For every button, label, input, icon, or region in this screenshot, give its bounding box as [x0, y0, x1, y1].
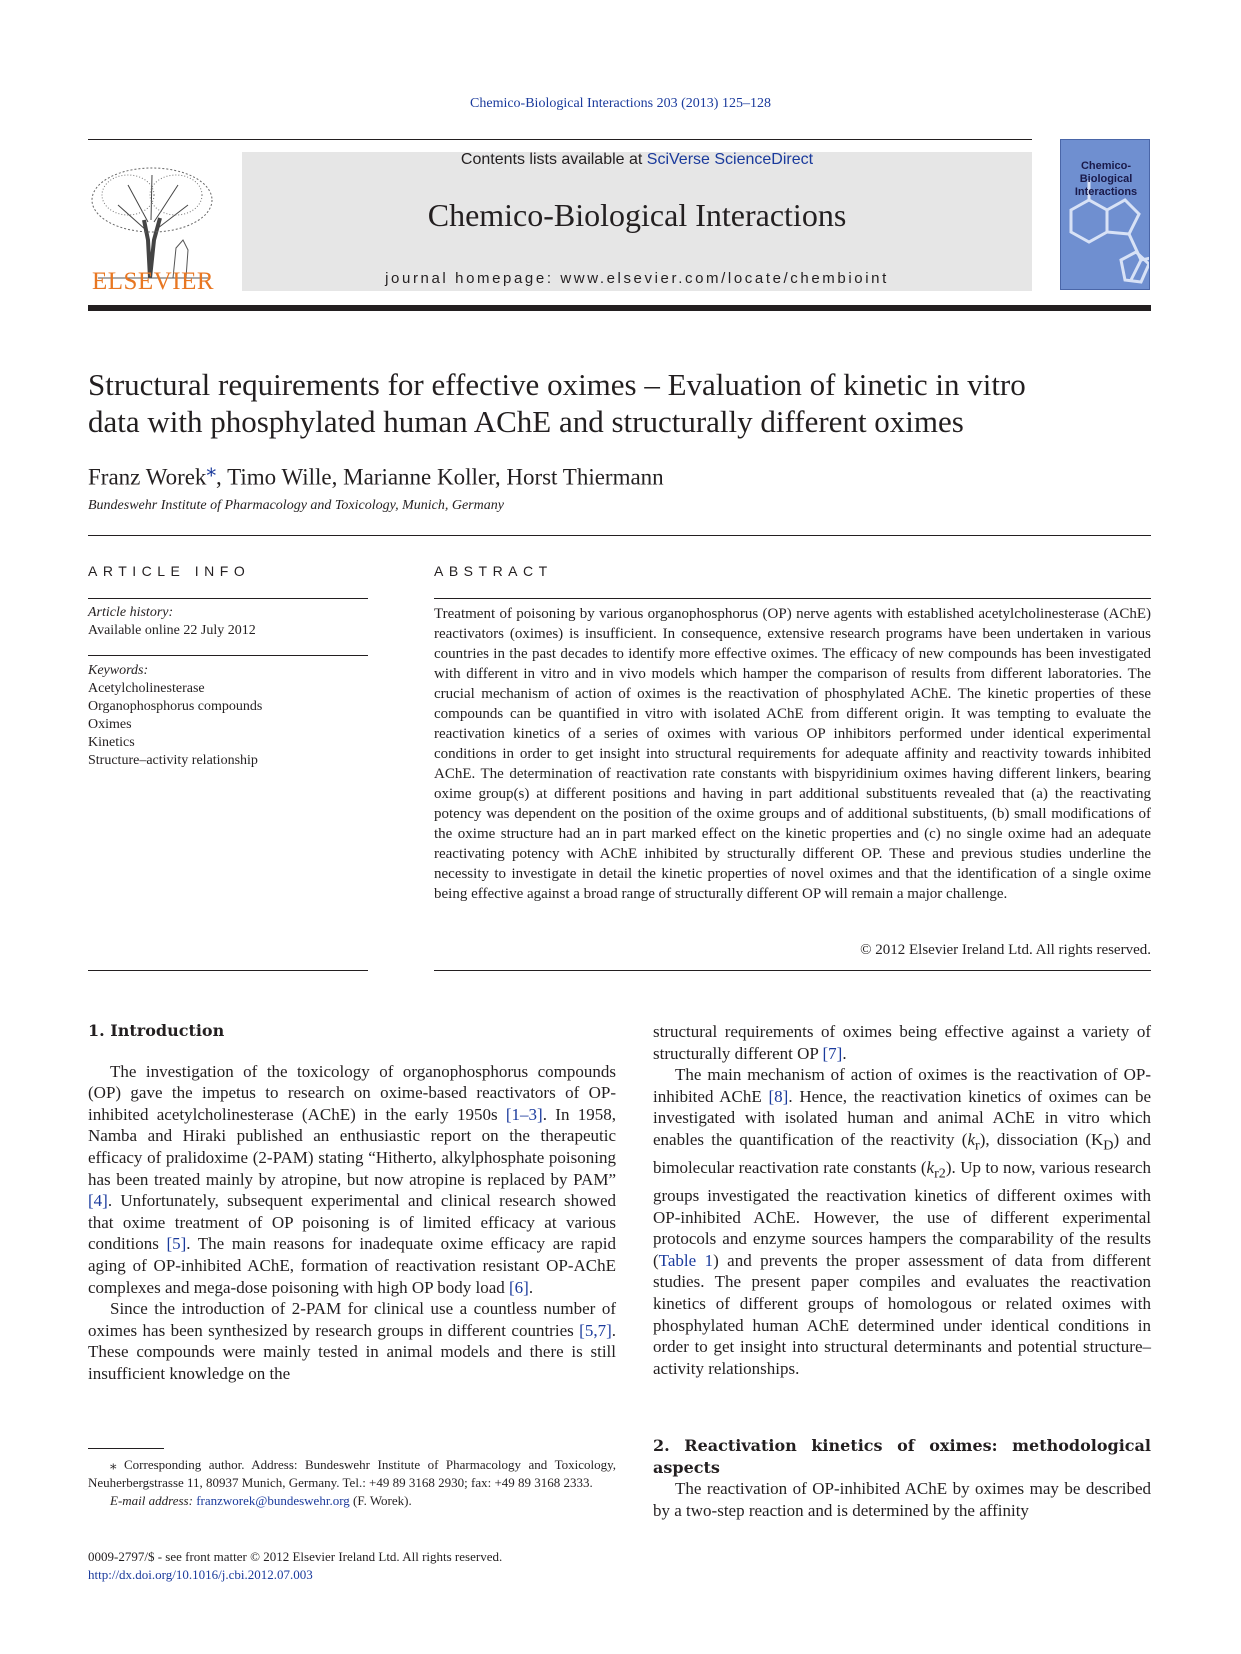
intro-right-column — [653, 1021, 1151, 1379]
reference-link[interactable]: [6] — [509, 1277, 529, 1297]
author-first: Franz Worek — [88, 464, 207, 490]
keyword-item: Kinetics — [88, 735, 135, 750]
abstract-copyright: © 2012 Elsevier Ireland Ltd. All rights reserved. — [860, 942, 1151, 958]
journal-name: Chemico-Biological Interactions — [427, 197, 847, 233]
section-2-paragraph-1: The reactivation of OP-inhibited AChE by oximes may be described by a two-step reaction and is determined by the affinity — [653, 1479, 1151, 1520]
journal-cover-image — [1060, 139, 1150, 290]
footnote-star: ⁎ — [110, 1457, 117, 1472]
affiliation: Bundeswehr Institute of Pharmacology and Toxicology, Munich, Germany — [88, 498, 504, 513]
title-line-1: Structural requirements for effective oximes – Evaluation of kinetic in vitro — [88, 367, 1026, 402]
intro-left-column — [88, 1020, 616, 1385]
article-info-rule-mid — [88, 655, 368, 656]
header-divider — [88, 139, 1032, 140]
keyword-item: Oximes — [88, 717, 132, 732]
author-rest: , Timo Wille, Marianne Koller, Horst Thiermann — [216, 464, 664, 490]
cover-title: Chemico-Biological Interactions — [1074, 160, 1138, 198]
reference-link[interactable]: [8] — [768, 1086, 789, 1106]
reference-link[interactable]: [5,7] — [579, 1320, 612, 1340]
keywords-label: Keywords: — [88, 663, 149, 678]
article-info-rule-bottom — [88, 970, 368, 971]
doi-link[interactable]: http://dx.doi.org/10.1016/j.cbi.2012.07.003 — [88, 1567, 313, 1582]
footnote-address: ⁎ Corresponding author. Address: Bundeswehr Institute of Pharmacology and Toxicology, Neuherbergstrasse 11, 80937 Munich, Germany. Tel.: +49 89 3168 2930; fax: +49 89 3168 2333. — [88, 1457, 616, 1490]
reference-link[interactable]: [4] — [88, 1191, 108, 1211]
article-history-value: Available online 22 July 2012 — [88, 623, 256, 638]
intro-paragraph-2: Since the introduction of 2-PAM for clinical use a countless number of oximes has been synthesized by research groups in different countries [5,7]. These compounds were mainly tested in animal models and there is still insufficient knowledge on the — [88, 1299, 616, 1383]
header-thick-rule — [88, 305, 1151, 311]
keyword-list — [88, 680, 262, 770]
intro-paragraph-3: The main mechanism of action of oximes is the reactivation of OP-inhibited AChE [8]. Hence, the reactivation kinetics of oximes can be investigated with isolated human and animal AChE in vitro which enables the quantification of the reactivity $(k_r)$, dissociation $(K_D)$ and bimolecular reactivation rate constants $(k_{r2})$. Up to now, various research groups investigated the reactivation kinetics of different oximes with OP-inhibited AChE. However, the use of different experimental protocols and enzyme sources hampers the comparability of the results (Table 1) and prevents the proper assessment of data from different studies. The present paper compiles and evaluates the reactivation kinetics of different groups of homologous or related oximes with phosphylated human AChE determined under identical conditions in order to get insight into structural determinants and potential structure–activity relationships. — [653, 1065, 1152, 1378]
author-list — [88, 458, 664, 491]
sciencedirect-link[interactable]: SciVerse ScienceDirect — [646, 151, 814, 168]
reference-link[interactable]: [5] — [166, 1234, 187, 1254]
corresponding-author-star[interactable]: ⁎ — [206, 460, 217, 481]
bottom-info — [88, 1548, 502, 1584]
keyword-item: Organophosphorus compounds — [88, 699, 263, 714]
article-info-rule-top — [88, 598, 368, 599]
abstract-caption: ABSTRACT — [434, 563, 553, 579]
reference-link[interactable]: [7] — [822, 1043, 843, 1063]
article-title — [88, 366, 1151, 440]
footnote-email: E-mail address: franzworek@bundeswehr.org (F. Worek). — [110, 1493, 412, 1508]
keyword-item: Acetylcholinesterase — [88, 681, 205, 696]
section-2-heading: 2. Reactivation kinetics of oximes: methodological aspects — [653, 1436, 1151, 1477]
elsevier-wordmark: ELSEVIER — [91, 268, 215, 295]
table-link[interactable]: Table 1 — [658, 1250, 714, 1270]
article-info-caption: ARTICLE INFO — [88, 563, 251, 579]
abstract-text: Treatment of poisoning by various organophosphorus (OP) nerve agents with established acetylcholinesterase (AChE) reactivators (oximes) is insufficient. In consequence, extensive research programs have been undertaken in various countries in the past decades to identify more effective oximes. The efficacy of new compounds has been investigated with different in vitro and in vivo models which hamper the comparison of results from different laboratories. The crucial mechanism of action of oximes is the reactivation of phosphylated AChE. The kinetic properties of these compounds can be quantified in vitro with isolated AChE from different origin. It was tempting to evaluate the reactivation kinetics of a series of oximes with various OP inhibitors performed under identical experimental conditions in order to get insight into structural requirements for adequate affinity and reactivity towards inhibited AChE. The determination of reactivation rate constants with bispyridinium oximes having different linkers, bearing oxime group(s) at different positions and having in part additional substituents revealed that (a) the reactivating potency was dependent on the position of the oxime groups and of additional substituents, (b) small modifications of the oxime structure had an in part marked effect on the kinetic properties and (c) no single oxime had an adequate reactivating potency with AChE inhibited by structurally different OP. These and previous studies underline the necessity to investigate in detail the kinetic properties of novel oximes and that the identification of a single oxime being effective against a broad range of structurally different OP will remain a major challenge. — [434, 606, 1151, 902]
abstract-rule-top — [434, 598, 1151, 599]
contents-prefix: Contents lists available at — [460, 151, 647, 168]
reference-link[interactable]: [1–3] — [505, 1104, 543, 1124]
journal-reference[interactable]: Chemico-Biological Interactions 203 (2013) 125–128 — [470, 96, 771, 111]
issn-line: 0009-2797/$ - see front matter © 2012 Elsevier Ireland Ltd. All rights reserved. — [88, 1549, 503, 1564]
contents-availability — [242, 151, 1032, 169]
footnote-rule — [88, 1448, 164, 1449]
email-link[interactable]: franzworek@bundeswehr.org — [196, 1493, 350, 1508]
title-line-2: data with phosphylated human AChE and structurally different oximes — [88, 404, 964, 439]
article-history-label: Article history: — [88, 605, 174, 620]
intro-paragraph-2-continued: structural requirements of oximes being effective against a variety of structurally different OP [7]. — [653, 1022, 1151, 1063]
keyword-item: Structure–activity relationship — [88, 753, 258, 768]
corresponding-author-footnote — [88, 1456, 616, 1510]
title-divider — [88, 535, 1151, 536]
journal-homepage[interactable]: journal homepage: www.elsevier.com/locate/chembioint — [385, 270, 889, 287]
intro-paragraph-1: The investigation of the toxicology of organophosphorus compounds (OP) gave the impetus to research on oxime-based reactivators of OP-inhibited acetylcholinesterase (AChE) in the early 1950s [1–3]. In 1958, Namba and Hiraki published an enthusiastic report on the therapeutic efficacy of pralidoxime (2-PAM) stating “Hitherto, alkylphosphate poisoning has been treated mainly by atropine, but now atropine is replaced by PAM” [4]. Unfortunately, subsequent experimental and clinical research showed that oxime treatment of OP poisoning is of limited efficacy at various conditions [5]. The main reasons for inadequate oxime efficacy are rapid aging of OP-inhibited AChE, formation of reactivation resistant OP-AChE complexes and mega-dose poisoning with high OP body load [6]. — [88, 1061, 616, 1297]
abstract-rule-bottom — [434, 970, 1151, 971]
intro-heading: 1. Introduction — [88, 1021, 225, 1040]
